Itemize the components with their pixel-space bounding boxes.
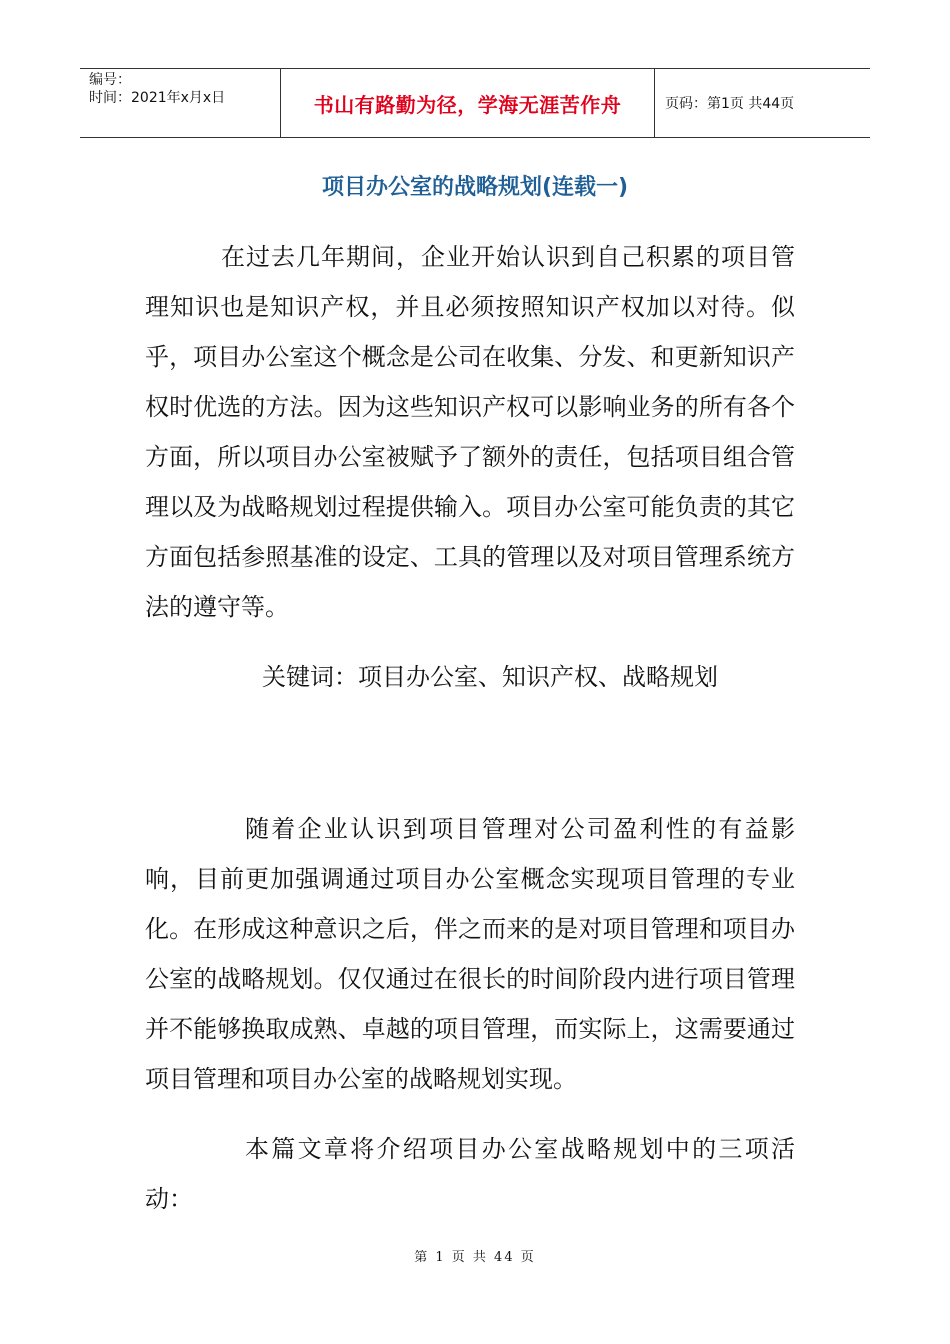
document-title: 项目办公室的战略规划(连载一): [321, 175, 629, 200]
paragraph-intro: 在过去几年期间，企业开始认识到自己积累的项目管理知识也是知识产权，并且必须按照知识产权加以对待。似乎，项目办公室这个概念是公司在收集、分发、和更新知识产权时优选的方法。因为这些知识产权可以影响业务的所有各个方面，所以项目办公室被赋予了额外的责任，包括项目组合管理以及为战略规划过程提供输入。项目办公室可能负责的其它方面包括参照基准的设定、工具的管理以及对项目管理系统方法的遵守等。: [145, 243, 795, 621]
header-meta: [80, 69, 281, 137]
header-motto: 书山有路勤为径，学海无涯苦作舟: [281, 69, 655, 137]
document-number-label: 编号：: [89, 72, 131, 88]
paragraph-activities: 本篇文章将介绍项目办公室战略规划中的三项活动：: [145, 1135, 795, 1213]
header-page-info: 页码：第1页 共44页: [665, 96, 795, 112]
page-footer: 第 1 页 共 44 页: [414, 1250, 536, 1265]
keywords-line: 关键词：项目办公室、知识产权、战略规划: [262, 663, 718, 691]
document-header: [80, 68, 870, 138]
paragraph-body: 随着企业认识到项目管理对公司盈利性的有益影响，目前更加强调通过项目办公室概念实现项目管理的专业化。在形成这种意识之后，伴之而来的是对项目管理和项目办公室的战略规划。仅仅通过在很长的时间阶段内进行项目管理并不能够换取成熟、卓越的项目管理，而实际上，这需要通过项目管理和项目办公室的战略规划实现。: [145, 815, 795, 1093]
document-time-label: 时间：2021年x月x日: [89, 90, 226, 106]
